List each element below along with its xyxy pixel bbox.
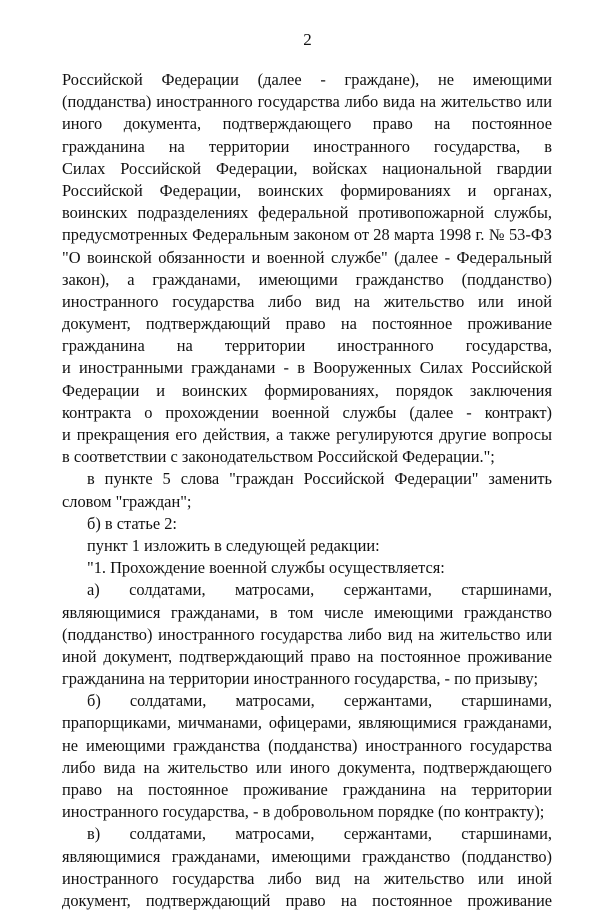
text-line: контракта о прохождении военной службы (далее - контракт)	[62, 402, 552, 422]
text-line: документ, подтверждающий право на постоянное проживание	[62, 890, 552, 910]
text-line: (подданство) иностранного государства либо вид на жительство или	[62, 624, 552, 644]
text-line: являющимися гражданами, в том числе имеющими гражданство	[62, 602, 552, 622]
text-line: иностранного государства либо вид на жительство или иной	[62, 291, 552, 311]
text-line: "1. Прохождение военной службы осуществляется:	[87, 558, 445, 578]
text-line: Силах Российской Федерации, войсках национальной гвардии	[62, 158, 552, 178]
text-line: предусмотренных Федеральным законом от 28 марта 1998 г. № 53-ФЗ	[62, 225, 552, 245]
text-line: а) солдатами, матросами, сержантами, старшинами,	[87, 580, 552, 600]
document-body	[62, 69, 552, 912]
text-line: иного документа, подтверждающего право на постоянное	[62, 114, 552, 134]
text-line: Российской Федерации (далее - граждане), не имеющими	[62, 70, 552, 89]
text-line: и прекращения его действия, а также регулируются другие вопросы	[62, 425, 552, 444]
text-line: документ, подтверждающий право на постоянное проживание	[62, 314, 552, 334]
text-line: в) солдатами, матросами, сержантами, старшинами,	[87, 824, 552, 844]
text-line: "О воинской обязанности и военной службе" (далее - Федеральный	[62, 247, 552, 267]
text-line: Федерации и воинских формированиях, порядок заключения	[62, 380, 552, 400]
text-line: гражданина на территории иностранного государства,	[62, 336, 552, 356]
text-line: воинских подразделениях федеральной противопожарной службы,	[62, 203, 552, 223]
text-line: не имеющими гражданства (подданства) иностранного государства	[62, 735, 552, 755]
text-line: либо вида на жительство или иного документа, подтверждающего	[62, 757, 552, 777]
page-number: 2	[303, 30, 312, 49]
text-line: прапорщиками, мичманами, офицерами, являющимися гражданами,	[62, 713, 552, 733]
text-line: и иностранными гражданами - в Вооруженных Силах Российской	[62, 358, 552, 378]
text-line: в пункте 5 слова "граждан Российской Федерации" заменить	[87, 469, 552, 489]
text-line: б) солдатами, матросами, сержантами, старшинами,	[87, 691, 552, 711]
text-line: иной документ, подтверждающий право на постоянное проживание	[62, 646, 552, 666]
text-line: б) в статье 2:	[87, 513, 177, 533]
text-line: гражданина на территории иностранного государства, в	[62, 136, 552, 156]
text-line: гражданина на территории иностранного государства, - по призыву;	[62, 669, 539, 689]
text-line: пункт 1 изложить в следующей редакции:	[87, 535, 380, 555]
text-line: право на постоянное проживание гражданина на территории	[62, 780, 552, 799]
text-line: закон), а гражданами, имеющими гражданство (подданство)	[62, 269, 552, 289]
text-line: словом "граждан";	[62, 491, 192, 511]
text-line: в соответствии с законодательством Российской Федерации.";	[62, 447, 495, 467]
text-line: Российской Федерации, воинских формированиях и органах,	[62, 180, 552, 200]
text-line: являющимися гражданами, имеющими гражданство (подданство)	[62, 846, 552, 866]
text-line: (подданства) иностранного государства либо вида на жительство или	[62, 92, 552, 112]
text-line: иностранного государства, - в добровольном порядке (по контракту);	[62, 802, 545, 822]
text-line: иностранного государства либо вид на жительство или иной	[62, 868, 552, 888]
